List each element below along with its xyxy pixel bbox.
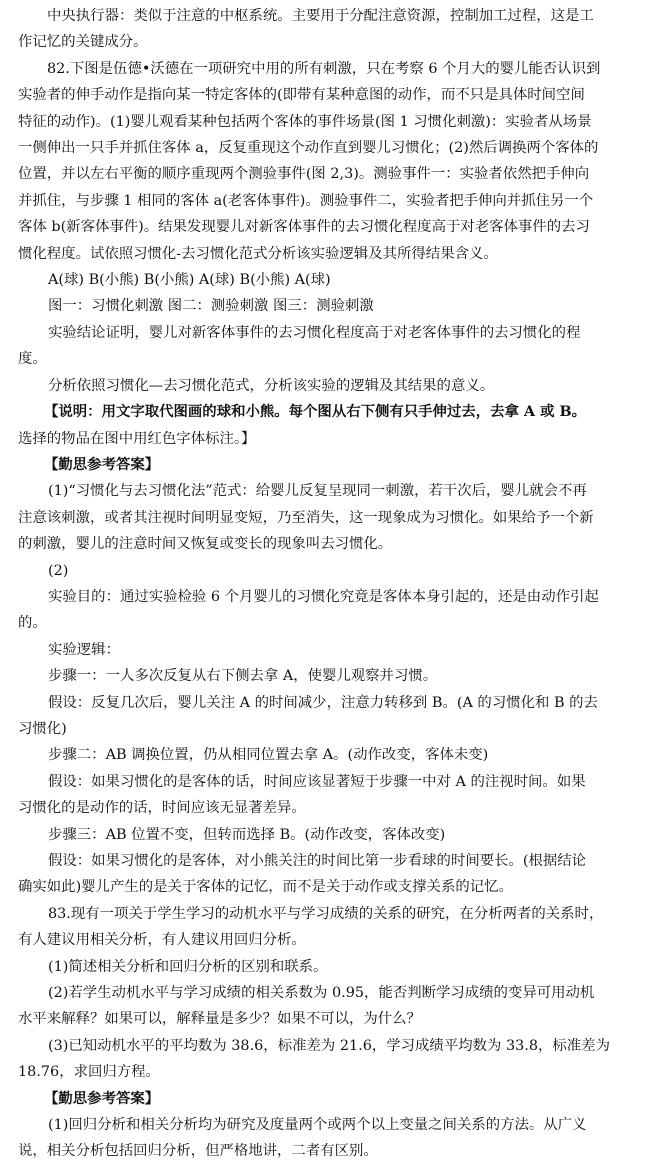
answer-heading: 【勤思参考答案】 [44, 455, 160, 473]
text-line: 实验逻辑： [48, 641, 120, 658]
text-line: 步骤三：AB 位置不变，但转而选择 B。(动作改变，客体改变) [48, 826, 446, 843]
text-line: 中央执行器：类似于注意的中枢系统。主要用于分配注意资源，控制加工过程，这是工 [47, 8, 594, 24]
text-line: 习惯化) [18, 720, 67, 737]
text-line: 假设：如果习惯化的是客体，对小熊关注的时间比第一步看球的时间要长。(根据结论 [48, 853, 587, 869]
text-line: 并抓住，与步骤 1 相同的客体 a(老客体事件)。测验事件二，实验者把手伸向并抓住另一个 [18, 192, 594, 209]
text-line: 步骤二：AB 调换位置，仍从相同位置去拿 A。(动作改变，客体未变) [48, 747, 489, 764]
text-line: 实验结论证明，婴儿对新客体事件的去习惯化程度高于对老客体事件的去习惯化的程 [48, 324, 581, 341]
stimulus-labels: A(球) B(小熊) B(小熊) A(球) B(小熊) A(球) [48, 272, 331, 289]
text-line: 步骤一：一人多次反复从右下侧去拿 A，使婴儿观察并习惯。 [48, 668, 438, 685]
text-line: 的。 [18, 615, 47, 632]
text-line: (2)若学生动机水平与学习成绩的相关系数为 0.95，能否判断学习成绩的变异可用动机 [48, 985, 595, 1002]
text-line: 惯化程度。试依照习惯化-去习惯化范式分析该实验逻辑及其所得结果含义。 [18, 245, 498, 262]
text-line: 习惯化的是动作的话，时间应该无显著差异。 [18, 800, 306, 817]
text-line: 注意该刺激，或者其注视时间明显变短，乃至消失，这一现象成为习惯化。如果给予一个新 [18, 509, 594, 526]
text-line: 说，相关分析包括回归分析，但严格地讲，二者有区别。 [18, 1143, 378, 1160]
text-line: (3)已知动机水平的平均数为 38.6，标准差为 21.6，学习成绩平均数为 33.8，标准差为 [48, 1037, 610, 1054]
text-line: 作记忆的关键成分。 [18, 34, 148, 51]
text-line: (1)简述相关分析和回归分析的区别和联系。 [48, 958, 328, 975]
text-line: 一侧伸出一只手并抓住客体 a，反复重现这个动作直到婴儿习惯化；(2)然后调换两个客体的 [18, 140, 599, 157]
text-line: 客体 b(新客体事件)。结果发现婴儿对新客体事件的去习惯化程度高于对老客体事件的去习 [18, 219, 590, 236]
note-line: 【说明：用文字取代图画的球和小熊。每个图从右下侧有只手伸过去，去拿 A 或 B。 [44, 403, 587, 421]
text-line: 位置，并以左右平衡的顺序重现两个测验事件(图 2,3)。测验事件一：实验者依然把手伸向 [18, 166, 590, 183]
figure-captions: 图一：习惯化刺激 图二：测验刺激 图三：测验刺激 [48, 298, 374, 315]
note-line: 选择的物品在图中用红色字体标注。】 [18, 430, 256, 447]
text-line: 实验目的：通过实验检验 6 个月婴儿的习惯化究竟是客体本身引起的，还是由动作引起 [48, 588, 599, 605]
text-line: 特征的动作)。(1)婴儿观看某种包括两个客体的事件场景(图 1 习惯化刺激)：实验者从场景 [18, 113, 592, 130]
text-line: (1)“习惯化与去习惯化法”范式：给婴儿反复呈现同一刺激，若干次后，婴儿就会不再 [48, 483, 587, 500]
text-line: (1)回归分析和相关分析均为研究及度量两个或两个以上变量之间关系的方法。从广义 [48, 1117, 587, 1134]
text-line: 度。 [18, 351, 47, 368]
text-line: (2) [48, 562, 69, 579]
question-83-start: 83.现有一项关于学生学习的动机水平与学习成绩的关系的研究，在分析两者的关系时， [48, 905, 604, 922]
question-82-start: 82.下图是伍德•沃德在一项研究中用的所有刺激，只在考察 6 个月大的婴儿能否认识到 [47, 60, 601, 77]
text-line: 假设：如果习惯化的是客体的话，时间应该显著短于步骤一中对 A 的注视时间。如果 [48, 773, 586, 790]
answer-heading: 【勤思参考答案】 [44, 1089, 160, 1107]
text-line: 水平来解释？如果可以，解释量是多少？如果不可以，为什么？ [18, 1011, 421, 1028]
text-line: 有人建议用相关分析，有人建议用回归分析。 [18, 932, 306, 949]
text-line: 的刺激，婴儿的注意时间又恢复或变长的现象叫去习惯化。 [18, 536, 393, 553]
text-line: 实验者的伸手动作是指向某一特定客体的(即带有某种意图的动作，而不只是具体时间空间 [18, 87, 585, 104]
text-line: 18.76，求回归方程。 [18, 1064, 160, 1081]
text-line: 确实如此)婴儿产生的是关于客体的记忆，而不是关于动作或支撑关系的记忆。 [18, 879, 513, 896]
text-line: 假设：反复几次后，婴儿关注 A 的时间减少，注意力转移到 B。(A 的习惯化和 B 的去 [48, 694, 598, 711]
text-line: 分析依照习惯化—去习惯化范式，分析该实验的逻辑及其结果的意义。 [48, 377, 495, 394]
